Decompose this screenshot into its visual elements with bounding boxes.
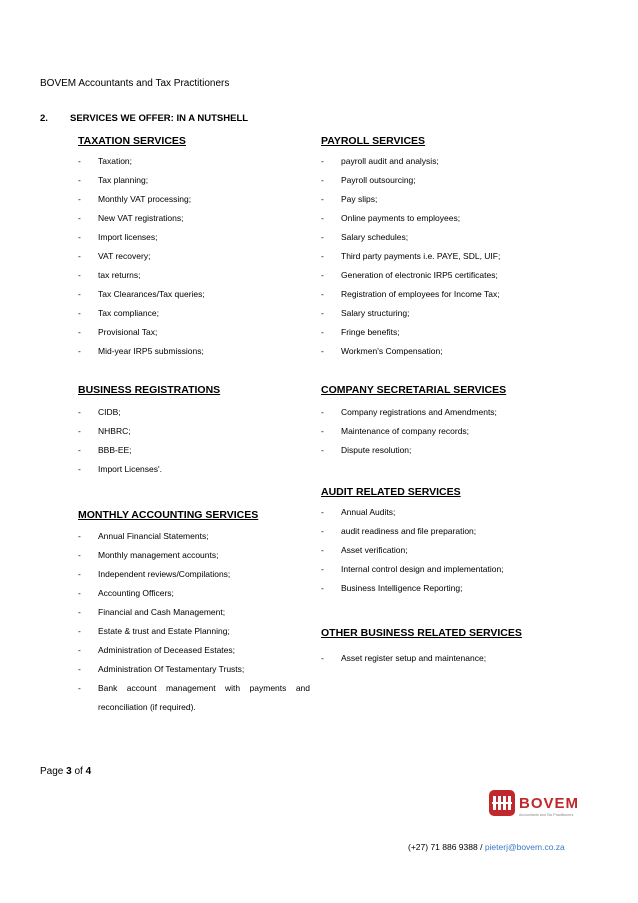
list-item — [321, 522, 611, 541]
page-number — [40, 766, 91, 777]
list-item-text: Company registrations and Amendments; — [341, 407, 497, 417]
taxation-title: TAXATION SERVICES — [78, 135, 186, 147]
list-item-text: Pay slips; — [341, 194, 378, 204]
list-dash: - — [78, 308, 81, 318]
contact-phone: (+27) 71 886 9388 / — [408, 842, 483, 852]
audit-title: AUDIT RELATED SERVICES — [321, 486, 461, 498]
list-dash: - — [78, 156, 81, 166]
list-item — [78, 679, 310, 717]
list-item — [78, 565, 310, 584]
payroll-title: PAYROLL SERVICES — [321, 135, 426, 147]
list-item — [78, 342, 310, 361]
list-dash: - — [321, 270, 324, 280]
list-item — [78, 527, 310, 546]
list-dash: - — [78, 550, 81, 560]
bovem-logo — [488, 787, 592, 821]
list-dash: - — [78, 175, 81, 185]
taxation-list — [78, 152, 310, 361]
list-dash: - — [321, 346, 324, 356]
list-item — [321, 152, 611, 171]
contact-email[interactable]: pieterj@bovem.co.za — [484, 842, 565, 852]
list-item — [321, 503, 611, 522]
list-dash: - — [78, 327, 81, 337]
list-dash: - — [321, 407, 324, 417]
list-dash: - — [78, 251, 81, 261]
list-dash: - — [78, 289, 81, 299]
list-dash: - — [321, 289, 324, 299]
list-item — [321, 190, 611, 209]
company-secretarial-list — [321, 403, 611, 460]
list-item-text: Dispute resolution; — [341, 445, 412, 455]
company-secretarial-title: COMPANY SECRETARIAL SERVICES — [321, 384, 507, 396]
other-title: OTHER BUSINESS RELATED SERVICES — [321, 627, 522, 639]
list-item-text: Maintenance of company records; — [341, 426, 470, 436]
list-item — [321, 579, 611, 598]
list-dash: - — [321, 545, 324, 555]
list-item — [78, 304, 310, 323]
payroll-list — [321, 152, 611, 361]
list-item-text: Tax Clearances/Tax queries; — [98, 289, 205, 299]
audit-list — [321, 503, 611, 598]
list-item-text: audit readiness and file preparation; — [341, 526, 477, 536]
list-item-text: Payroll outsourcing; — [341, 175, 416, 185]
list-item — [78, 422, 310, 441]
list-item — [321, 247, 611, 266]
list-item — [321, 560, 611, 579]
list-dash: - — [321, 213, 324, 223]
list-dash: - — [78, 664, 81, 674]
list-item — [78, 546, 310, 565]
list-item — [78, 441, 310, 460]
list-item-text: BBB-EE; — [98, 445, 132, 455]
list-dash: - — [321, 194, 324, 204]
list-dash: - — [321, 583, 324, 593]
list-item — [78, 403, 310, 422]
list-item — [78, 622, 310, 641]
section-title-text: SERVICES WE OFFER: IN A NUTSHELL — [70, 113, 249, 124]
list-dash: - — [321, 232, 324, 242]
business-registrations-title: BUSINESS REGISTRATIONS — [78, 384, 221, 396]
list-item — [78, 460, 310, 479]
logo-subtext: Accountants and Tax Practitioners — [519, 813, 574, 817]
list-dash: - — [321, 653, 324, 663]
list-item — [321, 304, 611, 323]
list-item — [78, 190, 310, 209]
other-list — [321, 649, 611, 668]
list-item — [321, 541, 611, 560]
list-item-text: Annual Financial Statements; — [98, 531, 209, 541]
list-item-text: Workmen's Compensation; — [341, 346, 443, 356]
list-item-text: Mid-year IRP5 submissions; — [98, 346, 204, 356]
list-dash: - — [321, 175, 324, 185]
list-item — [78, 152, 310, 171]
list-item-text: Asset register setup and maintenance; — [341, 653, 487, 663]
list-dash: - — [78, 531, 81, 541]
list-item — [321, 209, 611, 228]
list-item — [321, 403, 611, 422]
list-item — [78, 209, 310, 228]
list-dash: - — [321, 526, 324, 536]
page-of-label: of — [74, 766, 83, 777]
list-item — [321, 342, 611, 361]
list-dash: - — [78, 232, 81, 242]
list-item — [321, 441, 611, 460]
monthly-accounting-list — [78, 527, 310, 679]
list-dash: - — [78, 194, 81, 204]
list-item-text: Financial and Cash Management; — [98, 607, 226, 617]
list-item — [321, 285, 611, 304]
list-item-text: VAT recovery; — [98, 251, 151, 261]
logo-text: BOVEM — [519, 795, 580, 812]
list-item-text: CIDB; — [98, 407, 121, 417]
list-item-text: Estate & trust and Estate Planning; — [98, 626, 230, 636]
list-item-text: Provisional Tax; — [98, 327, 158, 337]
page-current: 3 — [66, 766, 72, 777]
list-item-text: Independent reviews/Compilations; — [98, 569, 231, 579]
list-item-text: Fringe benefits; — [341, 327, 400, 337]
list-dash: - — [321, 251, 324, 261]
list-item-text: Taxation; — [98, 156, 133, 166]
list-item-text: Online payments to employees; — [341, 213, 461, 223]
list-dash: - — [78, 607, 81, 617]
list-item-text: Salary structuring; — [341, 308, 410, 318]
list-item-text: Business Intelligence Reporting; — [341, 583, 463, 593]
list-dash: - — [321, 507, 324, 517]
list-item-text: Monthly VAT processing; — [98, 194, 192, 204]
list-item-text: Internal control design and implementation; — [341, 564, 504, 574]
list-dash: - — [321, 156, 324, 166]
list-dash: - — [78, 346, 81, 356]
list-item — [78, 641, 310, 660]
list-item — [78, 247, 310, 266]
list-item-text: Registration of employees for Income Tax; — [341, 289, 500, 299]
list-item — [321, 649, 611, 668]
list-dash: - — [78, 588, 81, 598]
list-dash: - — [78, 213, 81, 223]
contact-line — [408, 842, 565, 852]
list-dash: - — [78, 626, 81, 636]
list-item — [321, 323, 611, 342]
company-header: BOVEM Accountants and Tax Practitioners — [40, 78, 230, 89]
list-dash: - — [321, 445, 324, 455]
list-item — [78, 228, 310, 247]
list-item-text: Accounting Officers; — [98, 588, 174, 598]
list-item-text: tax returns; — [98, 270, 141, 280]
list-item — [78, 323, 310, 342]
list-dash: - — [78, 569, 81, 579]
list-item-text: Administration Of Testamentary Trusts; — [98, 664, 245, 674]
list-dash: - — [78, 407, 81, 417]
list-dash: - — [78, 464, 81, 474]
list-item-text: Administration of Deceased Estates; — [98, 645, 236, 655]
page-label: Page — [40, 766, 64, 777]
list-item — [78, 285, 310, 304]
list-dash: - — [321, 327, 324, 337]
list-item — [78, 660, 310, 679]
list-dash: - — [321, 564, 324, 574]
list-item — [78, 266, 310, 285]
list-dash: - — [321, 426, 324, 436]
monthly-accounting-title: MONTHLY ACCOUNTING SERVICES — [78, 509, 259, 521]
list-dash: - — [321, 308, 324, 318]
list-item-text: NHBRC; — [98, 426, 131, 436]
list-item-text: Import Licenses'. — [98, 464, 162, 474]
list-item — [321, 422, 611, 441]
list-dash: - — [78, 445, 81, 455]
section-number: 2. — [40, 113, 48, 124]
list-item-text: Monthly management accounts; — [98, 550, 219, 560]
list-dash: - — [78, 426, 81, 436]
list-item — [321, 228, 611, 247]
list-item-text: Third party payments i.e. PAYE, SDL, UIF; — [341, 251, 501, 261]
list-dash: - — [78, 683, 81, 693]
list-item-text: Salary schedules; — [341, 232, 409, 242]
list-item — [78, 603, 310, 622]
section-title — [40, 113, 248, 124]
list-item-text: Bank account management with payments and reconciliation (if required). — [98, 683, 310, 712]
bovem-logo-icon — [488, 787, 592, 821]
list-item-text: Import licenses; — [98, 232, 158, 242]
list-item — [78, 584, 310, 603]
list-item-text: Generation of electronic IRP5 certificates; — [341, 270, 498, 280]
list-dash: - — [78, 270, 81, 280]
monthly-accounting-wrap-list — [78, 679, 310, 717]
list-item-text: Asset verification; — [341, 545, 408, 555]
page-total: 4 — [85, 766, 92, 777]
list-item-text: Tax compliance; — [98, 308, 159, 318]
list-item-text: payroll audit and analysis; — [341, 156, 439, 166]
list-dash: - — [78, 645, 81, 655]
list-item-text: New VAT registrations; — [98, 213, 184, 223]
list-item-text: Annual Audits; — [341, 507, 396, 517]
list-item — [321, 171, 611, 190]
list-item — [321, 266, 611, 285]
list-item-text: Tax planning; — [98, 175, 149, 185]
business-registrations-list — [78, 403, 310, 479]
list-item — [78, 171, 310, 190]
